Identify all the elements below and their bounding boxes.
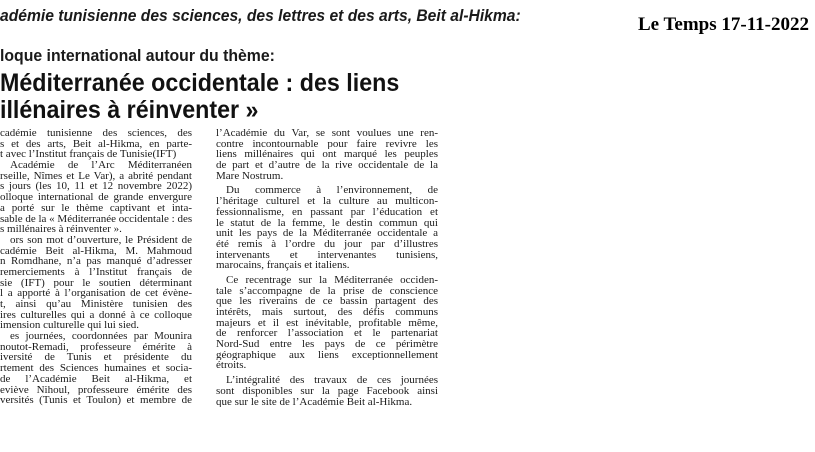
article-text-line: imension culturelle qui lui sied. [0, 320, 140, 332]
headline-line-2: illénaires à réinventer » [0, 96, 259, 124]
article-text-line: unit les pays de la Méditerranée occidentale a [216, 228, 438, 239]
article-text-line: géographique aux liens exceptionnellement [216, 349, 438, 361]
article-headline [0, 70, 399, 124]
article-text-line: liens millénaires qui ont marqué les peuples [216, 149, 438, 161]
article-text-line: cadémie Beit al-Hikma, M. Mahmoud [0, 245, 192, 257]
article-text-line: de renforcer l’association et le partenariat [216, 328, 438, 340]
article-text-line: intérêts, mais surtout, des défis communs [216, 307, 438, 318]
article-text-line: n Romdhane, n’a pas manqué d’adresser [0, 256, 192, 267]
article-text-line: rtement des Sciences humaines et socia- [0, 363, 192, 374]
article-text-line: le statut de la femme, le destin commun qui [216, 217, 438, 229]
article-text-line: l’Académie du Var, se sont voulues une ren- [216, 128, 438, 139]
article-text-line: t avec l’Institut français de Tunisie(IFT) [0, 149, 177, 161]
article-text-line: t, ainsi qu’au Ministère tunisien des [0, 299, 192, 310]
article-text-line: Nord-Sud entre les pays de ce périmètre [216, 339, 438, 350]
article-text-line: sie (IFT) pour le soutien déterminant [0, 277, 192, 289]
article-text-line: Mare Nostrum. [216, 170, 284, 182]
article-text-line: tale s’accompagne de la prise de conscience [216, 285, 438, 297]
article-text-line: iversité de Tunis et présidente du [0, 352, 192, 364]
article-text-line: de l’Académie Beit al-Hikma, et [0, 373, 192, 385]
article-text-line: été remis à l’ordre du jour par d’illustres [216, 238, 438, 250]
article-text-line: cadémie tunisienne des sciences, des [0, 128, 192, 139]
article-text-line: L’intégralité des travaux de ces journées [226, 375, 438, 386]
article-text-line: Du commerce à l’environnement, de [226, 185, 438, 197]
article-text-line: sont disponibles sur la page Facebook ainsi [216, 385, 438, 397]
institution-header: adémie tunisienne des sciences, des lettres et des arts, Beit al-Hikma: [0, 6, 521, 25]
article-text-line: noutot-Remadi, professeure émérite à [0, 341, 192, 353]
article-text-line: que sur le site de l’Académie Beit al-Hikma. [216, 396, 413, 408]
article-text-line: de part et d’autre de la rive occidentale de la [216, 160, 438, 171]
article-column-right [216, 128, 438, 407]
article-text-line: l a apporté à l’organisation de cet évène- [0, 288, 192, 299]
headline-line-1: Méditerranée occidentale : des liens [0, 69, 400, 97]
article-text-line: a porté sur le thème captivant et inta- [0, 202, 192, 214]
article-text-line: ires culturelles qui a donné à ce colloque [0, 309, 192, 321]
article-text-line: versités (Tunis et Toulon) et membre de [0, 395, 192, 406]
date-stamp: Le Temps 17-11-2022 [637, 14, 809, 35]
article-text-line: étroits. [216, 360, 247, 372]
article-kicker: loque international autour du thème: [0, 46, 275, 65]
article-text-line: fessionnalisme, en passant par l’éducation et [216, 206, 438, 218]
article-text-line: eviève Nihoul, professeure émérite des [0, 384, 192, 396]
article-text-line: Académie de l’Arc Méditerranéen [10, 160, 192, 171]
article-text-line: s et des arts, Beit al-Hikma, en parte- [0, 138, 192, 150]
article-text-line: remerciements à l’Institut français de [0, 266, 192, 278]
article-text-line: rseille, Nîmes et Le Var), a abrité pendant [0, 170, 192, 182]
article-text-line: ors son mot d’ouverture, le Président de [10, 234, 192, 246]
article-text-line: majeurs et il est inévitable, profitable même, [216, 317, 438, 329]
article-text-line: contre incontournable pour faire revivre les [216, 138, 438, 150]
article-text-line: es journées, coordonnées par Mounira [10, 331, 192, 342]
article-text-line: s millénaires à réinventer ». [0, 224, 122, 235]
article-text-line: l’héritage culturel et la culture au multicon- [216, 196, 438, 207]
article-text-line: intervenants et intervenantes tunisiens, [216, 249, 438, 261]
article-text-line: marocains, français et italiens. [216, 260, 350, 271]
article-text-line: Ce recentrage sur la Méditerranée occiden- [226, 274, 438, 286]
article-text-line: sable de la « Méditerranée occidentale : des [0, 213, 192, 225]
article-text-line: que les riverains de ce bassin partagent des [216, 296, 438, 307]
article-column-left [0, 128, 192, 406]
article-text-line: s jours (les 10, 11 et 12 novembre 2022) [0, 181, 192, 193]
article-text-line: olloque international de grande envergure [0, 192, 192, 203]
